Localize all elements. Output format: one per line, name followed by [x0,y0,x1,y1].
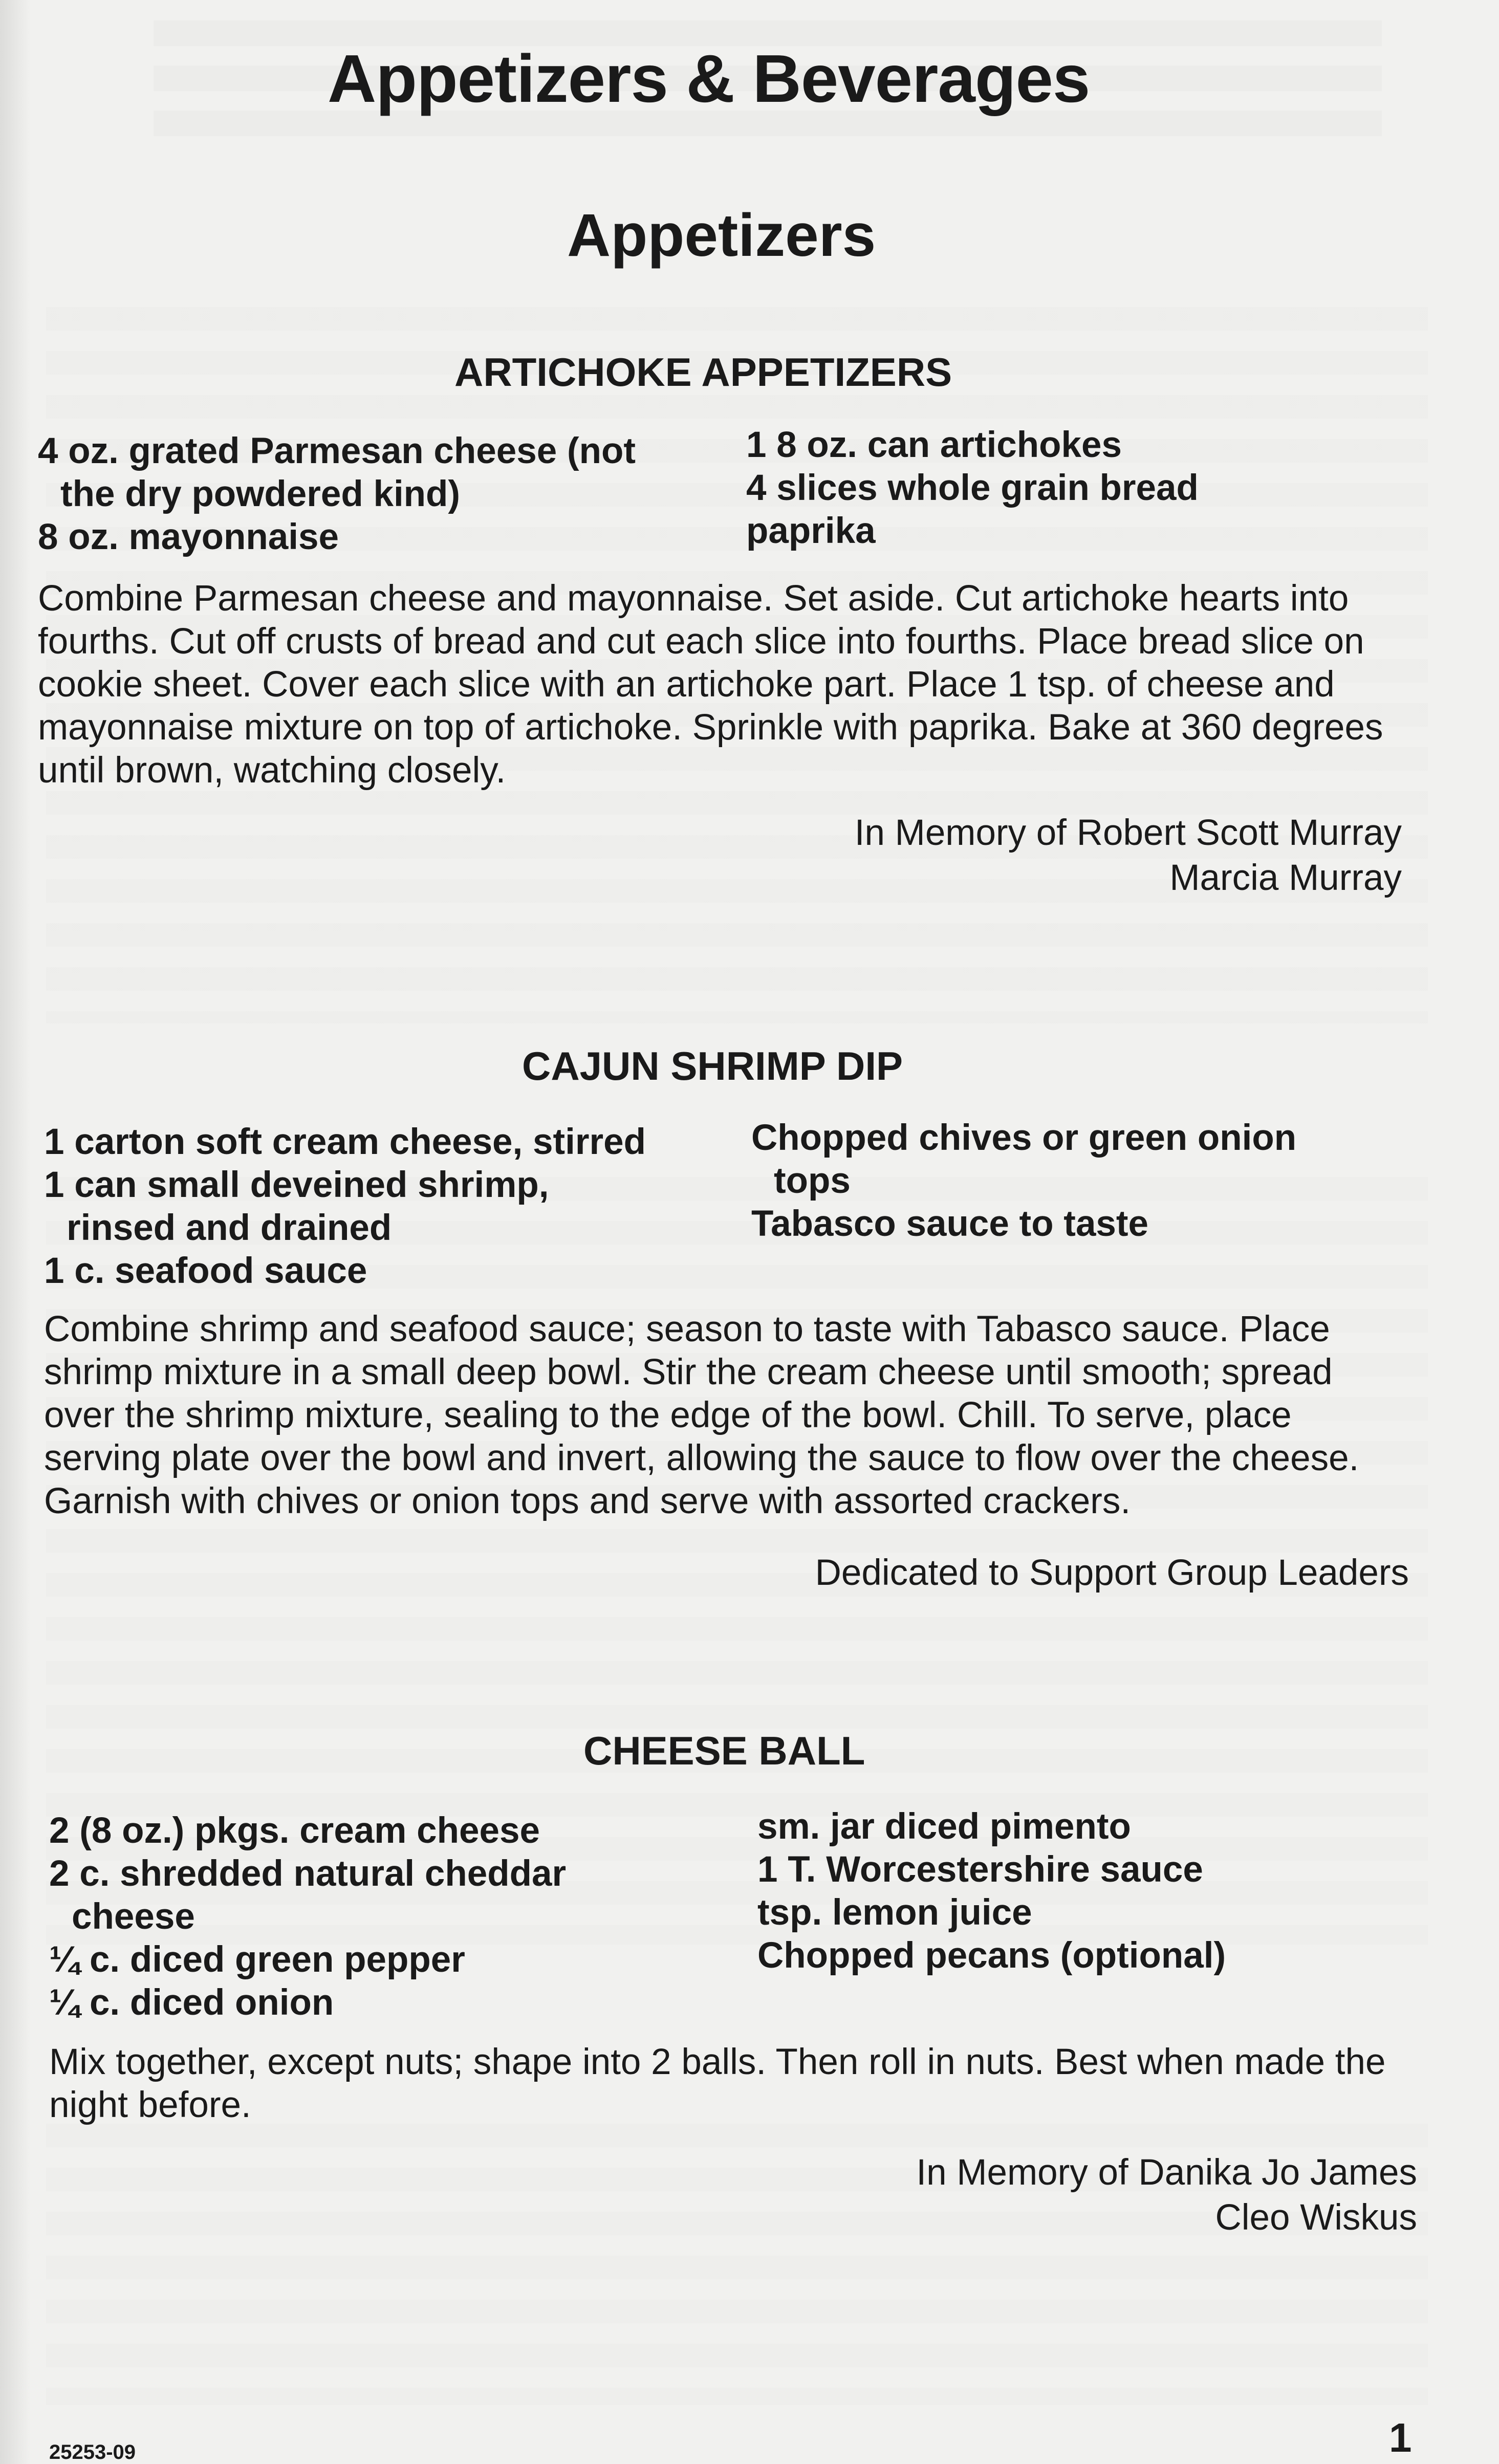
ingredient-item: cheese [72,1896,195,1937]
recipe-instructions: Combine Parmesan cheese and mayonnaise. Set aside. Cut artichoke hearts into fourths. Cut off crusts of bread and cut each slice into fourths. Place bread slice on cookie sheet. Cover each slice with an artichoke part. Place 1 tsp. of cheese and mayonnaise mixture on top of artichoke. Sprinkle with paprika. Bake at 360 degrees until brown, watching closely. [38,578,1383,791]
ingredient-item: 2 c. shredded natural cheddar [49,1854,567,1894]
ingredient-item: Chopped pecans (optional) [757,1935,1226,1976]
recipe-title: ARTICHOKE APPETIZERS [454,350,952,395]
ingredient-item: 1 carton soft cream cheese, stirred [44,1122,646,1162]
ingredient-item: 1 can small deveined shrimp, [44,1165,549,1205]
page-title: Appetizers & Beverages [328,41,1090,116]
attribution-line: Cleo Wiskus [1215,2197,1417,2238]
recipe-attribution [855,811,1402,901]
ingredient-list-right [746,424,1199,553]
ingredient-item: 1 8 oz. can artichokes [746,425,1122,465]
attribution-line: Marcia Murray [1169,858,1402,898]
ingredient-item: 4 oz. grated Parmesan cheese (not [38,431,636,471]
ingredient-item: 2 (8 oz.) pkgs. cream cheese [49,1811,540,1851]
recipe-title: CHEESE BALL [583,1728,865,1773]
attribution-line: In Memory of Danika Jo James [916,2152,1417,2193]
ingredient-list-left [38,430,636,559]
ingredient-item: 1 T. Worcestershire sauce [757,1849,1203,1890]
ingredient-item: paprika [746,511,876,551]
recipe-attribution [815,1551,1409,1596]
ingredient-list-left [44,1121,646,1293]
ingredient-item: tops [774,1161,851,1201]
ingredient-item: 1 c. seafood sauce [44,1251,367,1291]
ingredient-item: ¼ c. diced green pepper [49,1939,465,1980]
recipe-instructions: Mix together, except nuts; shape into 2 balls. Then roll in nuts. Best when made the night before. [49,2042,1386,2125]
ingredient-item: ¼ c. diced onion [49,1982,334,2023]
recipe-attribution [916,2150,1417,2240]
ingredient-item: tsp. lemon juice [757,1892,1032,1933]
recipe-instructions: Combine shrimp and seafood sauce; season to taste with Tabasco sauce. Place shrimp mixture in a small deep bowl. Stir the cream cheese until smooth; spread over the shrimp mixture, sealing to the edge of the bowl. Chill. To serve, place serving plate over the bowl and invert, allowing the sauce to flow over the cheese. Garnish with chives or onion tops and serve with assorted crackers. [44,1309,1359,1521]
ingredient-item: 4 slices whole grain bread [746,468,1199,508]
ingredient-list-right [751,1117,1296,1246]
ingredient-item: 8 oz. mayonnaise [38,517,339,557]
footer-code: 25253-09 [49,2441,136,2463]
ingredient-item: Tabasco sauce to taste [751,1204,1149,1244]
ingredient-list-left [49,1809,566,2024]
page-edge-shadow [0,0,31,2464]
ingredient-item: Chopped chives or green onion [751,1118,1297,1158]
section-title: Appetizers [567,202,876,269]
page-number: 1 [1389,2415,1412,2460]
ingredient-list-right [757,1805,1226,1977]
attribution-line: Dedicated to Support Group Leaders [815,1553,1409,1593]
ingredient-item: the dry powdered kind) [60,474,461,514]
recipe-title: CAJUN SHRIMP DIP [522,1043,903,1088]
attribution-line: In Memory of Robert Scott Murray [854,813,1402,853]
ingredient-item: sm. jar diced pimento [757,1806,1131,1847]
ingredient-item: rinsed and drained [67,1208,392,1248]
